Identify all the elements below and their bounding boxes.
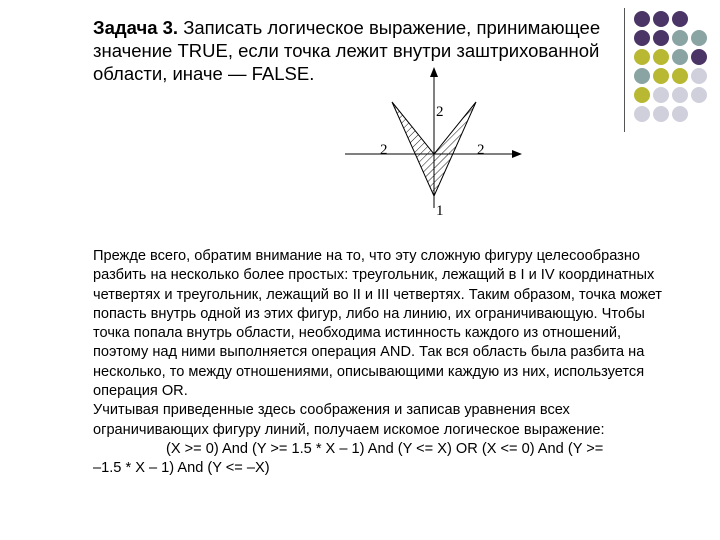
decor-dot — [634, 68, 650, 84]
shaded-region-figure — [330, 60, 540, 230]
decor-dot — [653, 49, 669, 65]
decor-dot — [672, 106, 688, 122]
explanation-text — [93, 247, 673, 479]
decor-dot — [653, 106, 669, 122]
task-text: Записать логическое выражение, принимающее значение TRUE, если точка лежит внутри заштрихованной области, иначе — FALSE. — [93, 17, 601, 84]
decor-dot — [653, 30, 669, 46]
paragraph-1: Прежде всего, обратим внимание на то, что эту сложную фигуру целесообразно разбить на несколько более простых: треугольник, лежащий в I и IV координатных четвертях и треугольник, лежащий во II и III четвертях. Таким образом, точка может попасть внутрь одной из этих фигур, либо на линию, их ограничивающую. Чтобы точка попала внутрь области, необходима истинность каждого из отношений, поэтому над ними выполняется операция AND. Так вся область была разбита на несколько, то между отношениями, описывающими каждую из них, используется операция OR. — [93, 248, 662, 400]
decor-dot — [691, 49, 707, 65]
decor-dot — [691, 30, 707, 46]
label-y-negative: 1 — [436, 203, 444, 219]
task-label: Задача 3. — [93, 17, 179, 38]
decor-dot — [672, 49, 688, 65]
paragraph-2: Учитывая приведенные здесь соображения и записав уравнения всех ограничивающих фигуру линий, получаем искомое логическое выражение: — [93, 402, 605, 438]
decor-dot — [634, 106, 650, 122]
decor-dot — [672, 11, 688, 27]
label-x-negative: 2 — [380, 142, 388, 158]
decor-dot — [653, 68, 669, 84]
formula-line-2: –1.5 * X – 1) And (Y <= –X) — [93, 460, 270, 477]
decor-dot-grid — [633, 10, 713, 130]
decor-dot — [634, 11, 650, 27]
decor-dot — [672, 68, 688, 84]
label-y-positive: 2 — [436, 104, 444, 120]
y-axis-arrow — [430, 67, 438, 77]
decor-dot — [672, 87, 688, 103]
decor-dot — [691, 87, 707, 103]
decor-divider — [624, 8, 625, 132]
triangle-quadrant-2-3 — [392, 102, 434, 196]
decor-dot — [634, 87, 650, 103]
decor-dot — [653, 87, 669, 103]
formula-line-1: (X >= 0) And (Y >= 1.5 * X – 1) And (Y <= X) OR (X <= 0) And (Y >= — [166, 440, 604, 457]
decor-dot — [691, 68, 707, 84]
x-axis-arrow — [512, 150, 522, 158]
decor-dot — [672, 30, 688, 46]
label-x-positive: 2 — [477, 142, 485, 158]
decor-dot — [653, 11, 669, 27]
decor-dot — [634, 30, 650, 46]
decor-dot — [634, 49, 650, 65]
